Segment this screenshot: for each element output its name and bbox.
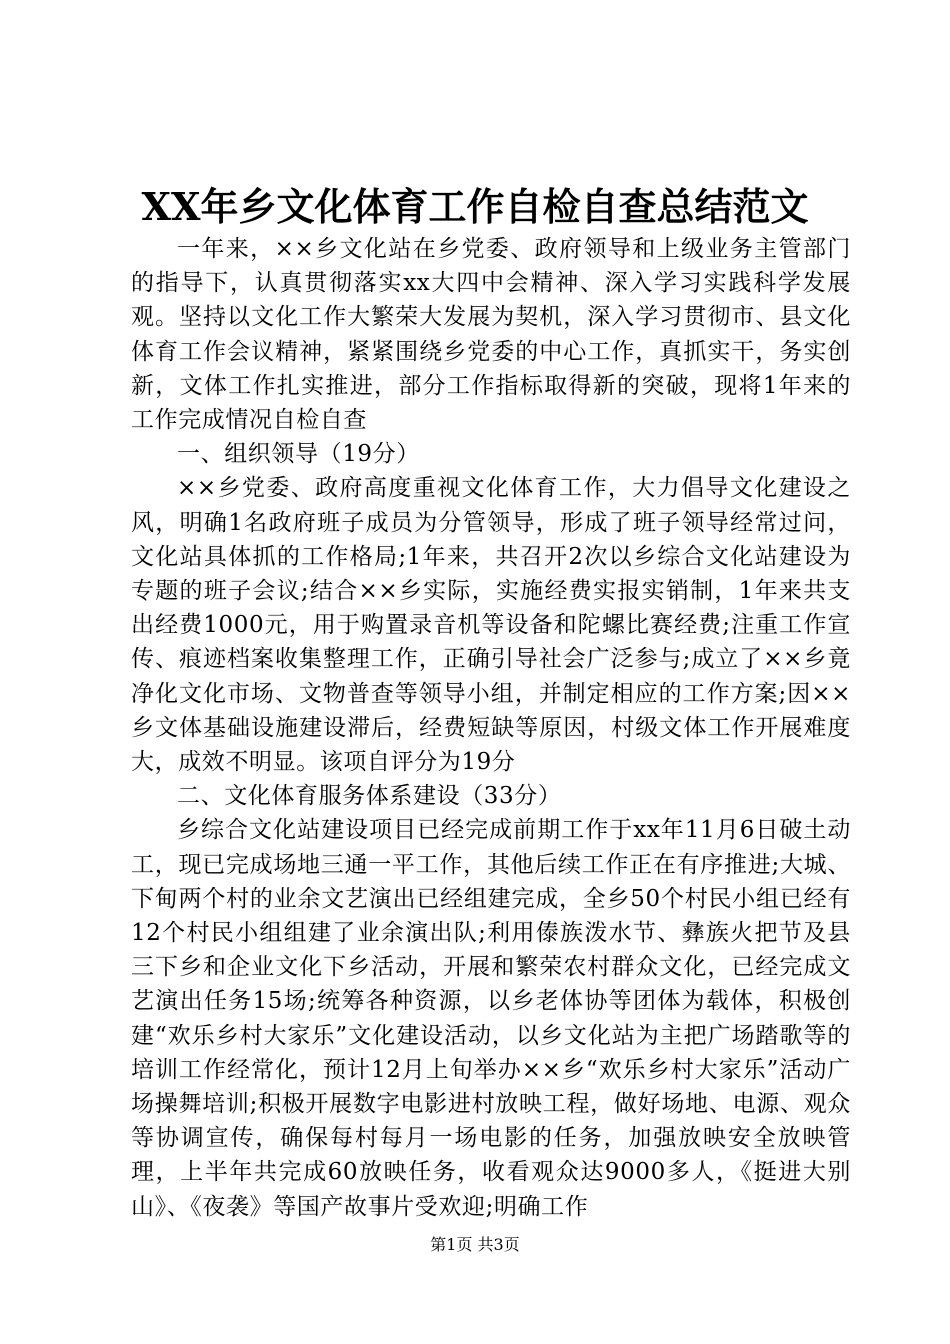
- page-footer: 第1页 共3页: [430, 1235, 520, 1254]
- section-paragraph-organization: ××乡党委、政府高度重视文化体育工作，大力倡导文化建设之风，明确1名政府班子成员为分管领导，形成了班子领导经常过问，文化站具体抓的工作格局;1年来，共召开2次以乡综合文化站建设为专题的班子会议;结合××乡实际，实施经费实报实销制，1年来共支出经费1000元，用于购置录音机等设备和陀螺比赛经费;注重工作宣传、痕迹档案收集整理工作，正确引导社会广泛参与;成立了××乡竟净化文化市场、文物普查等领导小组，并制定相应的工作方案;因××乡文体基础设施建设滞后，经费短缺等原因，村级文体工作开展难度大，成效不明显。该项自评分为19分: [131, 475, 851, 776]
- section-heading-organization: 一、组织领导（19分）: [177, 441, 420, 468]
- document-title: XX年乡文化体育工作自检自查总结范文: [141, 184, 809, 229]
- document-body: [131, 232, 851, 1224]
- section-paragraph-service-system: 乡综合文化站建设项目已经完成前期工作于xx年11月6日破土动工，现已完成场地三通一平工作，其他后续工作正在有序推进;大城、下甸两个村的业余文艺演出已经组建完成，全乡50个村民小组已经有12个村民小组组建了业余演出队;利用傣族泼水节、彝族火把节及县三下乡和企业文化下乡活动，开展和繁荣农村群众文化，已经完成文艺演出任务15场;统筹各种资源，以乡老体协等团体为载体，积极创建“欢乐乡村大家乐”文化建设活动，以乡文化站为主把广场踏歌等的培训工作经常化，预计12月上旬举办××乡“欢乐乡村大家乐”活动广场操舞培训;积极开展数字电影进村放映工程，做好场地、电源、观众等协调宣传，确保每村每月一场电影的任务，加强放映安全放映管理，上半年共完成60放映任务，收看观众达9000多人，《挺进大别山》、《夜袭》等国产故事片受欢迎;明确工作: [131, 817, 851, 1220]
- intro-paragraph: 一年来，××乡文化站在乡党委、政府领导和上级业务主管部门的指导下，认真贯彻落实xx大四中会精神、深入学习实践科学发展观。坚持以文化工作大繁荣大发展为契机，深入学习贯彻市、县文化体育工作会议精神，紧紧围绕乡党委的中心工作，真抓实干，务实创新，文体工作扎实推进，部分工作指标取得新的突破，现将1年来的工作完成情况自检自查: [131, 236, 851, 434]
- section-heading-service-system: 二、文化体育服务体系建设（33分）: [177, 783, 562, 810]
